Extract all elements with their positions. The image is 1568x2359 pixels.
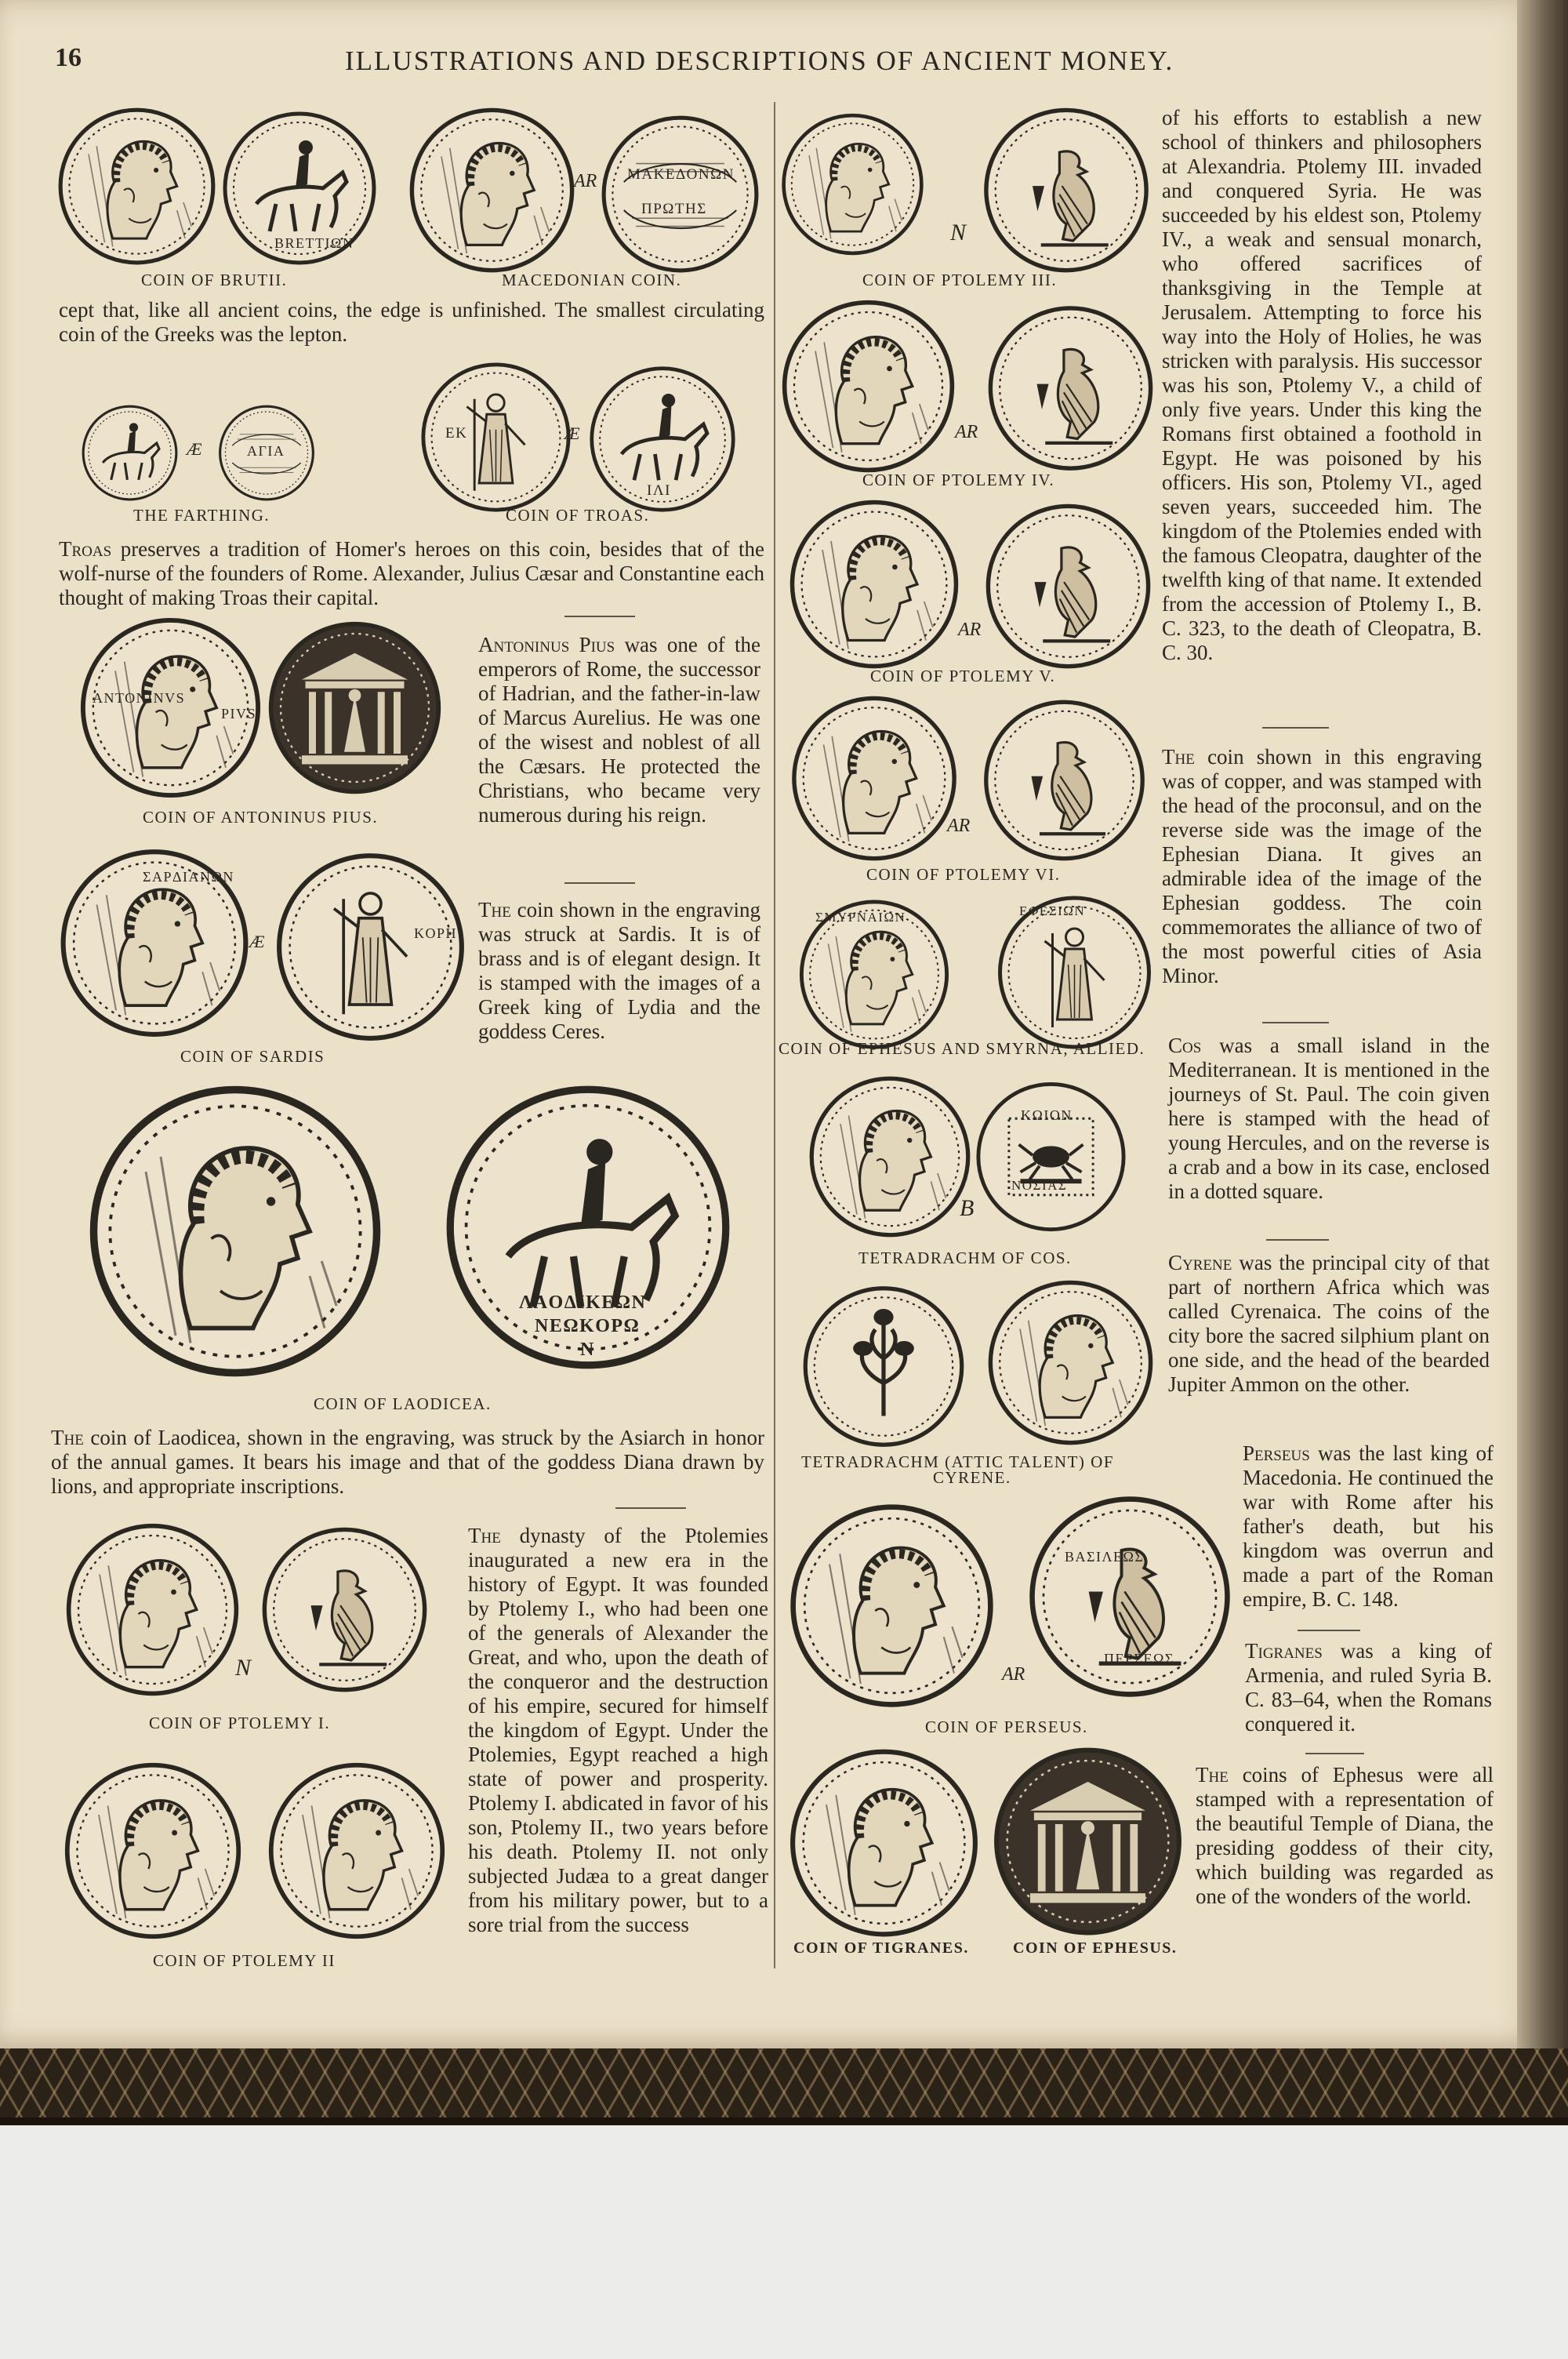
caption-ptolemy5: COIN OF PTOLEMY V.	[870, 667, 1056, 685]
coin-legend: AΓIA	[247, 443, 285, 459]
coin-macedonian-obverse	[408, 106, 576, 274]
coin-tigranes	[788, 1745, 980, 1941]
caption-sardis: COIN OF SARDIS	[180, 1047, 325, 1066]
paragraph-text: was one of the emperors of Rome, the successor of Hadrian, and the father-in-law of Marcus Aurelius. He was one of the wisest and noblest of all the Cæsars. He protected the Christians, who became very numerous during his reign.	[478, 633, 760, 827]
caption-cos: TETRADRACHM OF COS.	[858, 1249, 1072, 1267]
lead-word: Antoninus Pius	[478, 633, 615, 656]
coin-cyrene-obverse	[801, 1278, 966, 1455]
caption-antoninus: COIN OF ANTONINUS PIUS.	[143, 808, 379, 827]
paragraph-antoninus	[478, 633, 760, 827]
coin-ptolemy4-reverse	[986, 302, 1155, 474]
coin-perseus-reverse	[1027, 1494, 1232, 1699]
lead-word: Perseus	[1243, 1441, 1310, 1465]
mint-mark: AR	[1002, 1664, 1025, 1685]
mint-mark: AR	[947, 816, 971, 836]
mint-mark: N	[235, 1655, 252, 1681]
column-rule	[774, 102, 775, 1968]
lead-word: Troas	[59, 537, 112, 561]
caption-ptolemy6: COIN OF PTOLEMY VI.	[866, 865, 1061, 884]
lead-word: The	[1162, 745, 1195, 769]
paragraph-ephesian	[1162, 745, 1482, 988]
paragraph-text: coin shown in this engraving was of copper, and was stamped with the head of the proconsul, and on the reverse side was the image of the Ephesian Diana. It gives an admirable idea of the image of the Ephesian goddess. The coin commemorates the alliance of two of the most powerful cities of Asia Minor.	[1162, 745, 1483, 987]
coin-ptolemy2-obverse	[59, 1761, 247, 1941]
page-number: 16	[55, 43, 82, 72]
coin-ptolemy5-obverse	[784, 498, 964, 671]
paragraph-perseus	[1243, 1441, 1494, 1612]
running-head: ILLUSTRATIONS AND DESCRIPTIONS OF ANCIENT MONEY.	[345, 45, 1174, 76]
paragraph-cos	[1168, 1034, 1490, 1204]
paragraph-text: was a small island in the Mediterranean. It is mentioned in the journeys of St. Paul. The coin given here is stamped with the head of young Hercules, and on the reverse is a crab and a bow in its case, enclosed in a dotted square.	[1168, 1034, 1490, 1203]
caption-ephesus-smyrna: COIN OF EPHESUS AND SMYRNA, ALLIED.	[779, 1039, 1145, 1058]
coin-macedonian-reverse	[600, 114, 760, 274]
coin-legend: MAKEΔONΩN	[627, 166, 735, 183]
coin-perseus-obverse	[788, 1494, 996, 1717]
decorative-border	[0, 2048, 1568, 2123]
paragraph-text: was a king of Armenia, and ruled Syria B. C. 83–64, when the Romans conquered it.	[1245, 1639, 1492, 1736]
coin-legend: KΩION	[1021, 1107, 1073, 1123]
coin-legend: ΣMYPNAIΩN	[815, 910, 906, 925]
coin-cos-obverse	[808, 1070, 975, 1243]
paragraph-text: was the principal city of that part of northern Africa which was called Cyrenaica. The coins of the city bore the sacred silphium plant on one side, and the head of the bearded Jupiter Ammon on the other.	[1168, 1251, 1490, 1396]
paragraph-ptolemies-continued: of his efforts to establish a new school of thinkers and philosophers at Alexandria. Ptolemy III. invaded and conquered Syria. He was succeeded by his eldest son, Ptolemy IV., a weak and sensual monarch, who offered sacrifices of thanksgiving in the Temple at Jerusalem. Attempting to force his way into the Holy of Holies, he was stricken with paralysis. His successor was his son, Ptolemy V., a child of only five years. Under this king the Romans first obtained a foothold in Egypt. He was poisoned by his officers. His son, Ptolemy VI., aged seven years, succeeded him. The kingdom of the Ptolemies ended with the famous Cleopatra, daughter of the twelfth king of that name. It extended from the accession of Ptolemy I., B. C. 323, to the death of Cleopatra, B. C. 30.	[1162, 106, 1482, 664]
coin-ephesus	[992, 1739, 1184, 1943]
coin-laodicea-obverse	[82, 1082, 388, 1380]
coin-legend: ΙΛΙ	[647, 482, 671, 499]
mint-mark: Æ	[564, 423, 580, 443]
coin-ptolemy1-obverse	[64, 1521, 241, 1698]
book-spine	[1517, 0, 1568, 2102]
caption-ptolemy1: COIN OF PTOLEMY I.	[149, 1714, 331, 1732]
paragraph-lepton: cept that, like all ancient coins, the edge is unfinished. The smallest circulating coin of the Greeks was the lepton.	[59, 298, 764, 346]
coin-legend: NOΣIAΣ	[1011, 1178, 1068, 1193]
coin-sardis-reverse	[274, 851, 466, 1043]
caption-ptolemy3: COIN OF PTOLEMY III.	[862, 271, 1058, 289]
paragraph-sardis	[478, 898, 760, 1044]
paragraph-text: was the last king of Macedonia. He continued the war with Rome after his father's death, but his kingdom was overrun and made a part of the Roman empire, B. C. 148.	[1243, 1441, 1494, 1611]
coin-ptolemy3-obverse	[780, 106, 925, 263]
lead-word: Cyrene	[1168, 1251, 1232, 1274]
coin-legend: KOPH	[414, 925, 458, 941]
coin-legend: ΠPΩTHΣ	[641, 201, 707, 217]
separator	[1262, 1022, 1329, 1023]
coin-cyrene-reverse	[986, 1278, 1155, 1447]
paragraph-text: coin shown in the engraving was struck at Sardis. It is of brass and is of elegant design. It is stamped with the images of a Greek king of Lydia and the goddess Ceres.	[478, 898, 760, 1043]
coin-legend: ANTONINVS	[93, 690, 186, 706]
caption-perseus: COIN OF PERSEUS.	[925, 1717, 1088, 1736]
coin-legend: ΣAPΔIANΩN	[143, 869, 234, 885]
mint-mark: Æ	[249, 932, 265, 951]
coin-cos-reverse	[975, 1074, 1127, 1239]
coin-antoninus-reverse	[267, 620, 443, 796]
page-edge	[0, 2117, 1568, 2125]
coin-ptolemy4-obverse	[780, 298, 956, 474]
mint-mark: AR	[955, 422, 978, 442]
coin-ptolemy3-reverse	[980, 106, 1152, 274]
paragraph-cyrene	[1168, 1251, 1490, 1397]
separator	[1262, 727, 1329, 729]
separator	[564, 882, 635, 884]
paragraph-ephesus	[1196, 1763, 1494, 1909]
separator	[1266, 1239, 1329, 1241]
caption-cyrene-line2: CYRENE.	[933, 1468, 1011, 1487]
separator	[615, 1507, 686, 1509]
mint-mark: Æ	[187, 439, 202, 459]
coin-ptolemy1-reverse	[260, 1525, 429, 1694]
coin-legend: PIVS	[221, 706, 257, 722]
mint-mark: AR	[958, 620, 982, 640]
caption-laodicea: COIN OF LAODICEA.	[314, 1394, 492, 1413]
coin-legend: ΛAOΔIKEΩN	[519, 1292, 647, 1313]
paragraph-text: coin of Laodicea, shown in the engraving, was struck by the Asiarch in honor of the annual games. It bears his image and that of the goddess Diana drawn by lions, and appropriate inscriptions.	[51, 1426, 764, 1498]
mint-mark: AR	[574, 171, 597, 191]
caption-ptolemy4: COIN OF PTOLEMY IV.	[862, 471, 1055, 489]
coin-bruttii-obverse	[56, 106, 217, 267]
caption-farthing: THE FARTHING.	[133, 506, 270, 525]
lead-word: The	[468, 1524, 501, 1547]
paragraph-text: coins of Ephesus were all stamped with a representation of the beautiful Temple of Diana, the presiding goddess of their city, which building was regarded as one of the wonders of the world.	[1196, 1763, 1494, 1908]
lead-word: Cos	[1168, 1034, 1202, 1057]
coin-ptolemy2-reverse	[263, 1761, 451, 1941]
separator	[1298, 1630, 1360, 1631]
paragraph-text: dynasty of the Ptolemies inaugurated a new era in the history of Egypt. It was founded by Ptolemy I., who had been one of the generals of Alexander the Great, and who, upon the death of the conqueror and the destruction of his empire, secured for himself the kingdom of Egypt. Under the Ptolemies, Egypt reached a high state of power and prosperity. Ptolemy I. abdicated in favor of his son, Ptolemy II., two years before his death. Ptolemy II. not only subjected Judæa to a great danger from his military power, but to a sore trial from the success	[468, 1524, 769, 1936]
coin-troas-obverse	[419, 361, 572, 514]
coin-legend: N	[580, 1339, 595, 1360]
caption-cyrene-line1: TETRADRACHM (ATTIC TALENT) OF	[801, 1452, 1114, 1471]
caption-ptolemy2: COIN OF PTOLEMY II	[153, 1951, 336, 1970]
coin-legend: BAΣIΛEΩΣ	[1065, 1549, 1145, 1565]
caption-ephesus: COIN OF EPHESUS.	[1013, 1939, 1178, 1957]
coin-legend: ΠEPΣEΩΣ	[1104, 1651, 1174, 1667]
paragraph-troas	[59, 537, 764, 610]
mint-mark: B	[960, 1195, 975, 1221]
caption-tigranes: COIN OF TIGRANES.	[793, 1939, 969, 1957]
caption-macedonian: MACEDONIAN COIN.	[502, 271, 682, 289]
caption-troas: COIN OF TROAS.	[506, 506, 650, 525]
coin-ptolemy5-reverse	[984, 502, 1152, 671]
coin-legend: NEΩKOPΩ	[535, 1316, 641, 1336]
coin-legend: BRETTIΩN	[274, 235, 354, 251]
coin-ptolemy6-obverse	[788, 694, 960, 863]
coin-legend: ΕΚ	[445, 425, 468, 442]
separator	[1305, 1753, 1364, 1754]
coin-legend: EΦEΣIΩN	[1019, 903, 1086, 918]
coin-ptolemy6-reverse	[976, 698, 1152, 863]
lead-word: The	[1196, 1763, 1229, 1787]
paragraph-tigranes	[1245, 1639, 1492, 1736]
paragraph-laodicea	[51, 1426, 764, 1499]
coin-farthing-obverse	[77, 404, 183, 502]
lead-word: The	[478, 898, 511, 921]
lead-word: The	[51, 1426, 84, 1449]
paragraph-ptolemies	[468, 1524, 768, 1937]
caption-bruttii: COIN OF BRUTII.	[141, 271, 288, 289]
separator	[564, 616, 635, 617]
lead-word: Tigranes	[1245, 1639, 1323, 1663]
paragraph-text: preserves a tradition of Homer's heroes on this coin, besides that of the wolf-nurse of the founders of Rome. Alexander, Julius Cæsar and Constantine each thought of making Troas their capital.	[59, 537, 764, 609]
mint-mark: N	[950, 220, 967, 245]
